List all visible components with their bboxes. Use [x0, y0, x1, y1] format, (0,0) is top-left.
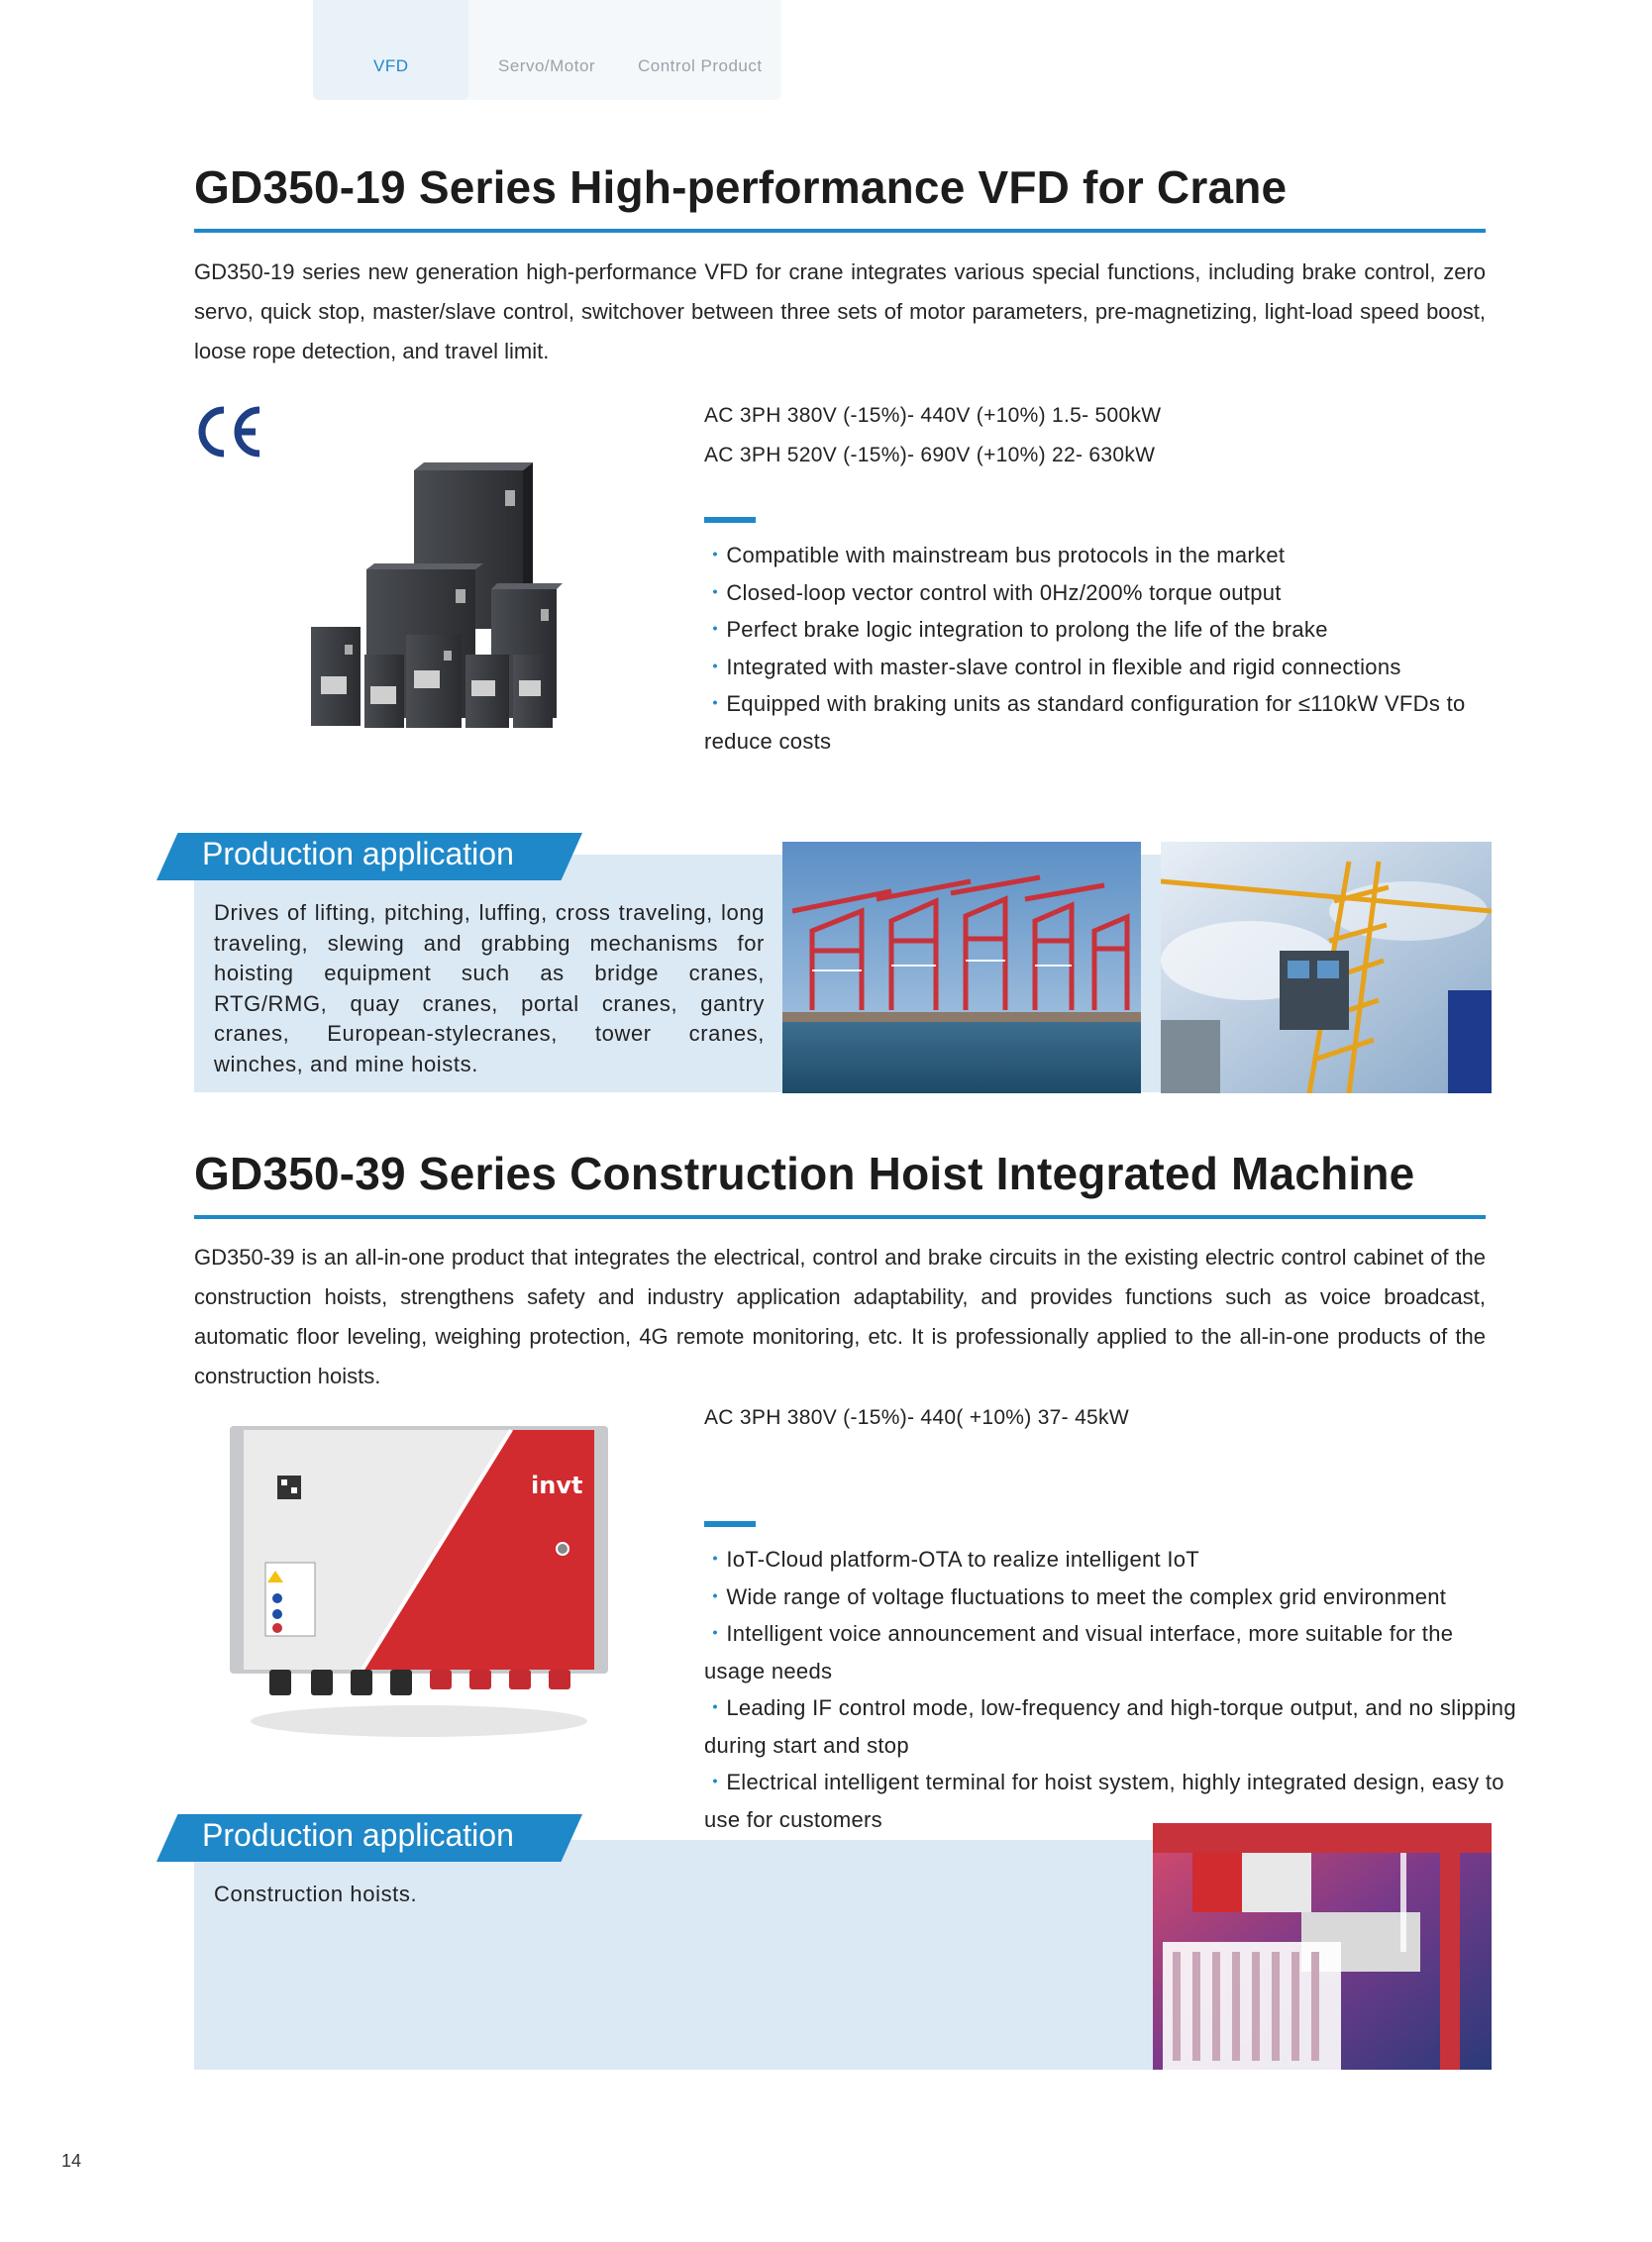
tower-crane-photo — [1161, 842, 1492, 1093]
section2-spec-list — [704, 1398, 1129, 1438]
section1-spec-list — [704, 396, 1161, 475]
tab-vfd-active-bg[interactable] — [313, 0, 468, 100]
hoist-cabinet-image — [226, 1422, 612, 1749]
invt-logo: invt — [531, 1472, 583, 1499]
quay-crane-photo — [782, 842, 1141, 1093]
feature-item: ・Leading IF control mode, low-frequency and high-torque output, and no slipping during start and stop — [704, 1695, 1516, 1758]
section1-application-text: Drives of lifting, pitching, luffing, cross traveling, long traveling, slewing and grabbing mechanisms for hoisting equipment such as bridge cranes, RTG/RMG, quay cranes, portal cranes, gantry cranes, European-stylecranes, tower cranes, winches, and mine hoists. — [214, 900, 765, 1076]
spec-line: AC 3PH 380V (-15%)- 440V (+10%) 1.5- 500kW — [704, 404, 1162, 427]
section1-title-rule — [194, 229, 1486, 233]
section2-title: GD350-39 Series Construction Hoist Integrated Machine — [194, 1148, 1415, 1199]
section2-features-accent-bar — [704, 1521, 756, 1527]
ce-mark-icon — [194, 404, 265, 459]
feature-item: ・Equipped with braking units as standard configuration for ≤110kW VFDs to reduce costs — [704, 691, 1466, 754]
tab-control-product[interactable]: Control Product — [638, 56, 763, 75]
section2-title-rule — [194, 1215, 1486, 1219]
section1-features-accent-bar — [704, 517, 756, 523]
section2-application-title: Production application — [202, 1817, 514, 1853]
hoist-installation-photo — [1153, 1823, 1492, 2070]
section2-description: GD350-39 is an all-in-one product that integrates the electrical, control and brake circuits in the existing electric control cabinet of the construction hoists, strengthens safety and industry application adaptability, and provides functions such as voice broadcast, automatic floor leveling, weighing protection, 4G remote monitoring, etc. It is professionally applied to the all-in-one products of the construction hoists. — [194, 1245, 1486, 1388]
feature-item: ・Compatible with mainstream bus protocols in the market — [704, 543, 1286, 567]
section2-application-text: Construction hoists. — [214, 1882, 418, 1906]
section1-description: GD350-19 series new generation high-performance VFD for crane integrates various special functions, including brake control, zero servo, quick stop, master/slave control, switchover between three sets of motor parameters, pre-magnetizing, light-load speed boost, loose rope detection, and travel limit. — [194, 259, 1486, 363]
spec-line: AC 3PH 520V (-15%)- 690V (+10%) 22- 630kW — [704, 444, 1156, 466]
tab-vfd[interactable]: VFD — [373, 56, 409, 75]
section1-title: GD350-19 Series High-performance VFD for Crane — [194, 161, 1288, 213]
feature-item: ・Intelligent voice announcement and visual interface, more suitable for the usage needs — [704, 1621, 1454, 1683]
tab-servo-motor[interactable]: Servo/Motor — [498, 56, 596, 75]
vfd-product-family-image — [307, 460, 565, 738]
spec-line: AC 3PH 380V (-15%)- 440( +10%) 37- 45kW — [704, 1406, 1129, 1429]
feature-item: ・Wide range of voltage fluctuations to meet the complex grid environment — [704, 1583, 1447, 1609]
section2-feature-list — [704, 1541, 1516, 1838]
feature-item: ・Electrical intelligent terminal for hoist system, highly integrated design, easy to use for customers — [704, 1770, 1504, 1832]
feature-item: ・Perfect brake logic integration to prolong the life of the brake — [704, 617, 1328, 642]
feature-item: ・Closed-loop vector control with 0Hz/200% torque output — [704, 579, 1282, 605]
feature-item: ・Integrated with master-slave control in flexible and rigid connections — [704, 654, 1401, 679]
section1-application-title: Production application — [202, 836, 514, 871]
section1-feature-list — [704, 537, 1516, 760]
feature-item: ・IoT-Cloud platform-OTA to realize intelligent IoT — [704, 1547, 1200, 1572]
page-number: 14 — [61, 2151, 82, 2171]
